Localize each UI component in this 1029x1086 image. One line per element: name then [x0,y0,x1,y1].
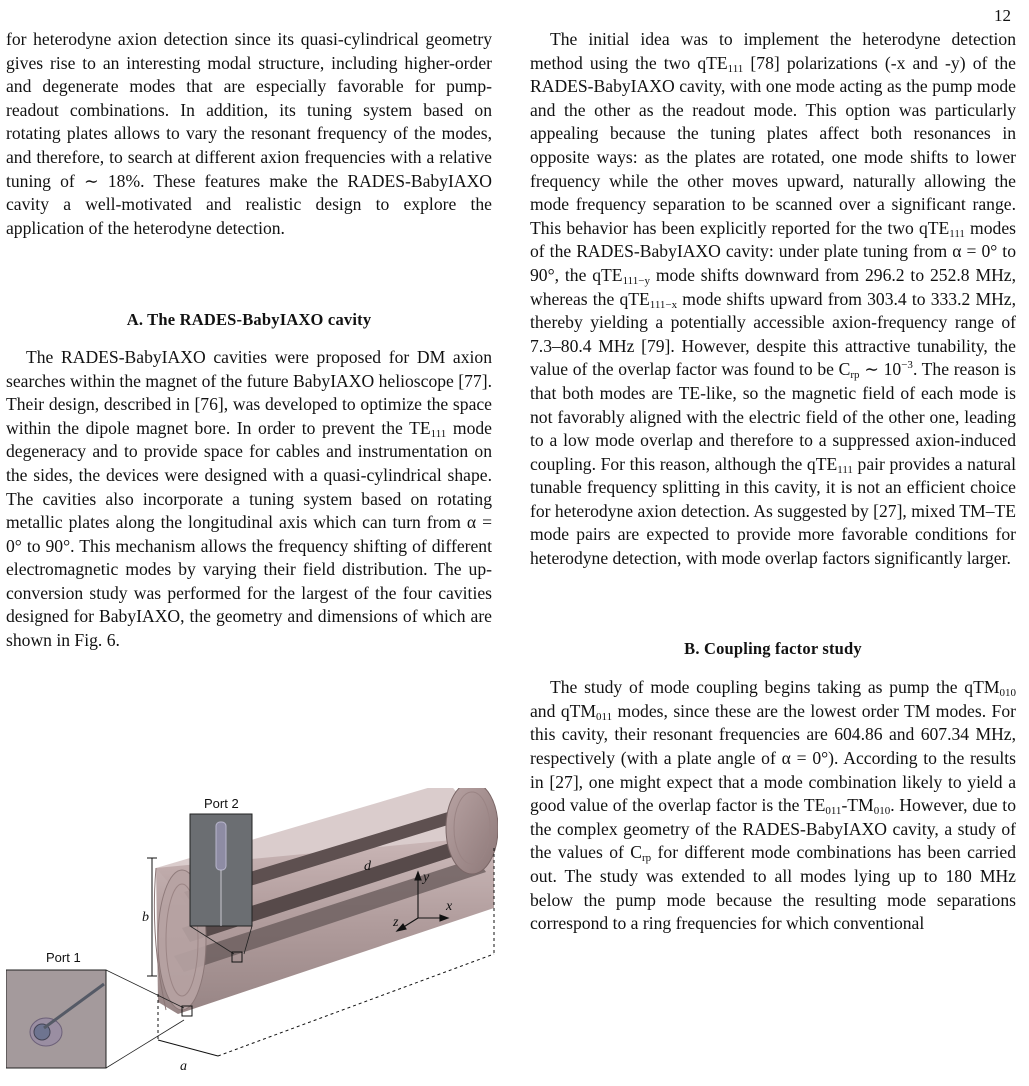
cavity-diagram [6,788,498,1081]
right-column [530,28,1016,936]
axis-y-label: y [423,870,430,885]
page-number: 12 [994,6,1011,25]
dimension-b-label: b [142,910,149,925]
left-column [6,28,492,653]
right-paragraph-2: The study of mode coupling begins taking as pump the qTM$_{010}$ and qTM$_{011}$ modes, since these are the lowest order TM modes. For this cavity, their resonant frequencies are 604.86 and 607.34 MHz, respectively (with a plate angle of α = 0°). According to the results in [27], one might expect that a mode combination likely to yield a good value of the overlap factor is the $TE_{011}-TM_{010}$. However, due to the complex geometry of the RADES-BabyIAXO cavity, a study of the values of $C_{rp}$ for different mode combinations has been carried out. The study was extended to all modes lying up to 180 MHz below the pump mode because the resulting mode separations correspond to a ring frequencies for which conventional [530,677,1016,934]
section-a-paragraph: The RADES-BabyIAXO cavities were proposed for DM axion searches within the magnet of the future BabyIAXO helioscope [77]. Their design, described in [76], was developed to optimize the space within the dipole magnet bore. In order to prevent the $TE_{111}$ mode degeneracy and to provide space for cables and instrumentation on the sides, the devices were designed with a quasi-cylindrical shape. The cavities also incorporate a tuning system based on rotating metallic plates along the longitudinal axis which can turn from α = 0° to 90°. This mechanism allows the frequency shifting of different electromagnetic modes by varying their field distribution. The up-conversion study was performed for the largest of the four cavities designed for BabyIAXO, the geometry and dimensions of which are shown in Fig. 6. [6,346,492,651]
cavity-figure [6,788,498,1081]
dimension-a-label: a [180,1059,187,1074]
port2-label: Port 2 [204,796,239,811]
axis-x-label: x [446,899,453,914]
section-a-title: A. The RADES-BabyIAXO cavity [126,310,372,330]
port1-label: Port 1 [46,950,81,965]
axis-z-label: z [393,915,399,930]
right-paragraph-1: The initial idea was to implement the heterodyne detection method using the two qTE$_{111}$ [78] polarizations (-x and -y) of the RADES-BabyIAXO cavity, with one mode acting as the pump mode and the other as the readout mode. This option was particularly appealing because the tuning plates affect both resonances in opposite ways: as the plates are rotated, one mode shifts to lower frequency while the other moves upward, naturally allowing the mode frequency separation to be scanned over a significant range. This behavior has been explicitly reported for the two qTE$_{111}$ modes of the RADES-BabyIAXO cavity: under plate tuning from α = 0° to 90°, the qTE$_{111-y}$ mode shifts downward from 296.2 to 252.8 MHz, whereas the qTE$_{111-x}$ mode shifts upward from 303.4 to 333.2 MHz, thereby yielding a potentially accessible axion-frequency range of 7.3–80.4 MHz [79]. However, despite this attractive tunability, the value of the overlap factor was found to be $C_{rp}$ ∼ $10^{-3}$. The reason is that both modes are TE-like, so the magnetic field of each mode is not favorably aligned with the electric field of the other one, leading to a low mode overlap and therefore to a suppressed axion-induced coupling. For this reason, although the qTE$_{111}$ pair provides a natural tunable frequency splitting in this cavity, it is not an efficient choice for heterodyne axion detection. As suggested by [27], mixed TM–TE mode pairs are expected to provide more favorable conditions for heterodyne detection, with mode overlap factors significantly larger. [530,29,1017,569]
intro-paragraph: for heterodyne axion detection since its quasi-cylindrical geometry gives rise to an interesting modal structure, including higher-order and degenerate modes that are especially favorable for pump-readout combinations. In addition, its tuning system based on rotating plates allows to vary the resonant frequency of the modes, and therefore, to search at different axion frequencies with a relative tuning of ∼ 18%. These features make the RADES-BabyIAXO cavity a well-motivated and realistic design to explore the application of the heterodyne detection. [6,29,492,238]
section-b-title: B. Coupling factor study [684,638,862,658]
dimension-d-label: d [364,859,371,874]
